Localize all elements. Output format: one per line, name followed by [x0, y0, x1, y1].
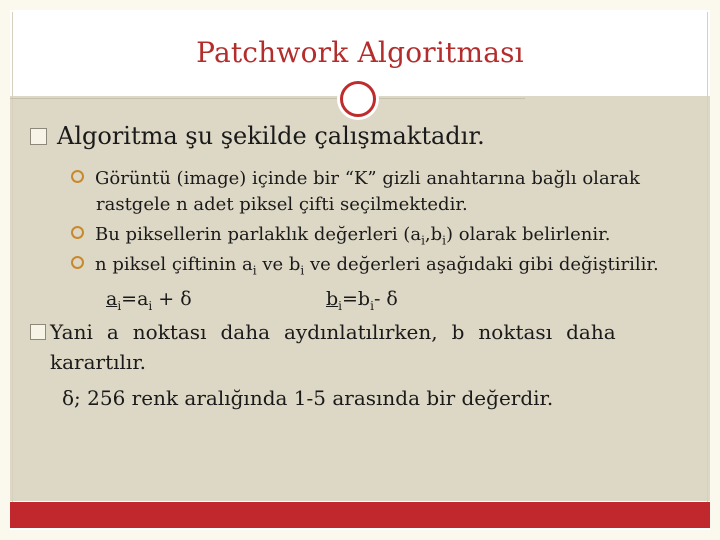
equation-a: $a_i=a_i + \delta$ — [106, 288, 192, 313]
ring-bullet-icon — [71, 226, 84, 239]
square-bullet-icon — [30, 324, 46, 340]
slide-title: Patchwork Algoritması — [196, 36, 524, 69]
paragraph-line-2: karartılır. — [50, 350, 147, 374]
bullet-1-line-1: Görüntü (image) içinde bir “K” gizli anahtarına bağlı olarak — [95, 168, 640, 189]
circle-ornament-icon — [340, 81, 376, 117]
bullet-item-1 — [71, 168, 640, 189]
ring-bullet-icon — [71, 256, 84, 269]
title-divider — [10, 98, 525, 99]
paragraph-line-1: Yani a noktası daha aydınlatılırken, b noktası daha — [30, 320, 616, 344]
paragraph-line-3: δ; 256 renk aralığında 1-5 arasında bir değerdir. — [62, 386, 554, 410]
bullet-item-2: Bu piksellerin parlaklık değerleri $(a_i,b_i)$ olarak belirlenir. — [71, 224, 610, 248]
square-bullet-icon — [30, 128, 47, 145]
equation-b: $b_i=b_i-$ δ — [326, 288, 398, 313]
frame-line-right — [707, 12, 708, 502]
heading-item — [30, 122, 485, 150]
bullet-1-line-2: rastgele n adet piksel çifti seçilmektedir. — [96, 194, 468, 215]
bottom-accent-bar — [10, 502, 710, 528]
ring-bullet-icon — [71, 170, 84, 183]
heading-text: Algoritma şu şekilde çalışmaktadır. — [57, 122, 485, 150]
bullet-item-3: n piksel çiftinin $a_i$ ve $b_i$ ve değerleri aşağıdaki gibi değiştirilir. — [71, 254, 659, 278]
frame-line-left — [12, 12, 13, 502]
